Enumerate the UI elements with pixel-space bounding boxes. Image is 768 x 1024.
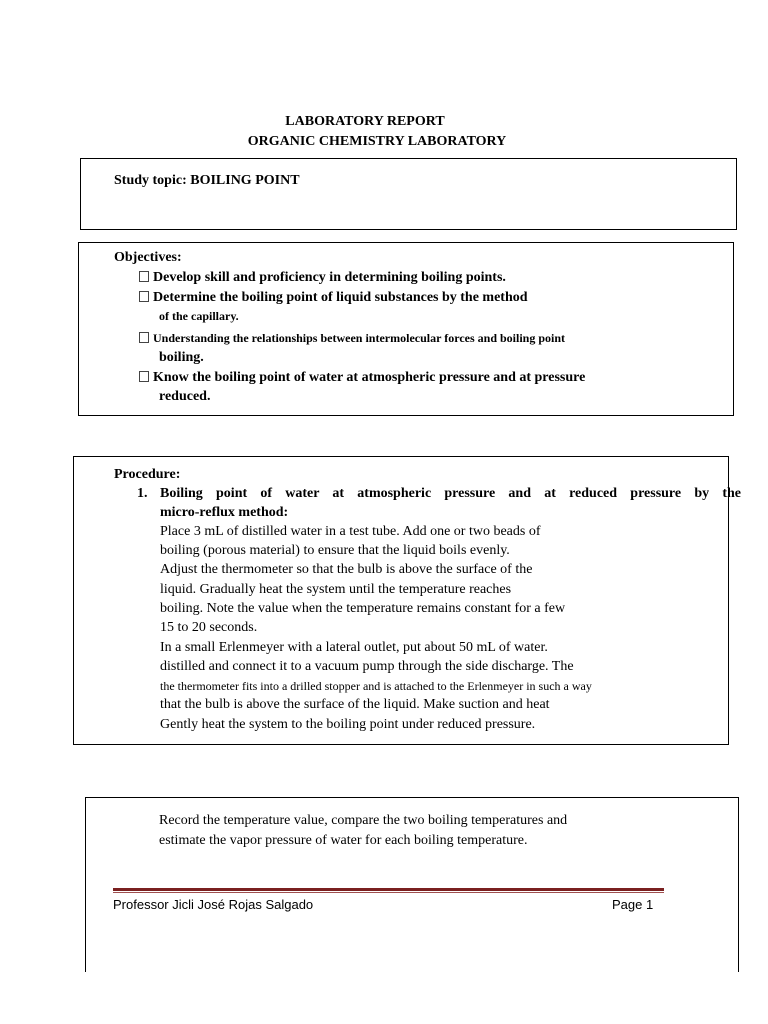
objective-text: Know the boiling point of water at atmospheric pressure and at pressure <box>153 370 586 385</box>
objectives-heading: Objectives: <box>114 250 182 265</box>
procedure-line: distilled and connect it to a vacuum pump through the side discharge. The <box>160 659 574 674</box>
footer-rule <box>113 888 664 891</box>
report-title: LABORATORY REPORT <box>285 114 445 129</box>
procedure-line: In a small Erlenmeyer with a lateral outlet, put about 50 mL of water. <box>160 640 548 655</box>
objectives-box <box>78 242 734 416</box>
study-topic-label: Study topic: BOILING POINT <box>114 173 300 188</box>
footer-professor: Professor Jicli José Rojas Salgado <box>113 897 314 912</box>
procedure-line: Gently heat the system to the boiling point under reduced pressure. <box>160 717 536 732</box>
objective-continuation: of the capillary. <box>159 309 239 323</box>
procedure-line: Adjust the thermometer so that the bulb is above the surface of the <box>160 562 533 577</box>
study-topic-box <box>80 158 737 230</box>
checkbox-bullet-icon <box>139 371 149 382</box>
objective-text: Determine the boiling point of liquid substances by the method <box>153 290 528 305</box>
lab-title: ORGANIC CHEMISTRY LABORATORY <box>247 134 507 149</box>
record-line: estimate the vapor pressure of water for each boiling temperature. <box>159 833 528 848</box>
objective-item <box>139 331 565 346</box>
objective-text: Understanding the relationships between intermolecular forces and boiling point <box>153 331 566 345</box>
procedure-line: 15 to 20 seconds. <box>160 620 258 635</box>
objective-item <box>139 370 585 386</box>
procedure-line: Place 3 mL of distilled water in a test tube. Add one or two beads of <box>160 524 541 539</box>
record-box <box>85 797 739 972</box>
checkbox-bullet-icon <box>139 291 149 302</box>
procedure-item-title-cont: micro-reflux method: <box>160 505 289 520</box>
objective-item <box>139 290 528 306</box>
procedure-line: liquid. Gradually heat the system until the temperature reaches <box>160 582 512 597</box>
procedure-heading: Procedure: <box>114 467 181 482</box>
objective-text: Develop skill and proficiency in determining boiling points. <box>153 270 506 285</box>
objective-continuation: reduced. <box>159 389 211 404</box>
footer-rule-thin <box>113 892 664 893</box>
objective-continuation: boiling. <box>159 350 204 365</box>
procedure-line: that the bulb is above the surface of the liquid. Make suction and heat <box>160 697 550 712</box>
procedure-item-number: 1. <box>137 486 148 501</box>
procedure-line: boiling. Note the value when the temperature remains constant for a few <box>160 601 566 616</box>
procedure-line: the thermometer fits into a drilled stopper and is attached to the Erlenmeyer in such a way <box>160 679 592 693</box>
procedure-item-title: Boiling point of water at atmospheric pressure and at reduced pressure by the <box>160 486 741 501</box>
procedure-line: boiling (porous material) to ensure that the liquid boils evenly. <box>160 543 510 558</box>
objective-item <box>139 270 506 286</box>
footer-page-number: Page 1 <box>612 897 654 912</box>
record-line: Record the temperature value, compare the two boiling temperatures and <box>159 813 568 828</box>
procedure-box <box>73 456 741 745</box>
checkbox-bullet-icon <box>139 332 149 343</box>
checkbox-bullet-icon <box>139 271 149 282</box>
